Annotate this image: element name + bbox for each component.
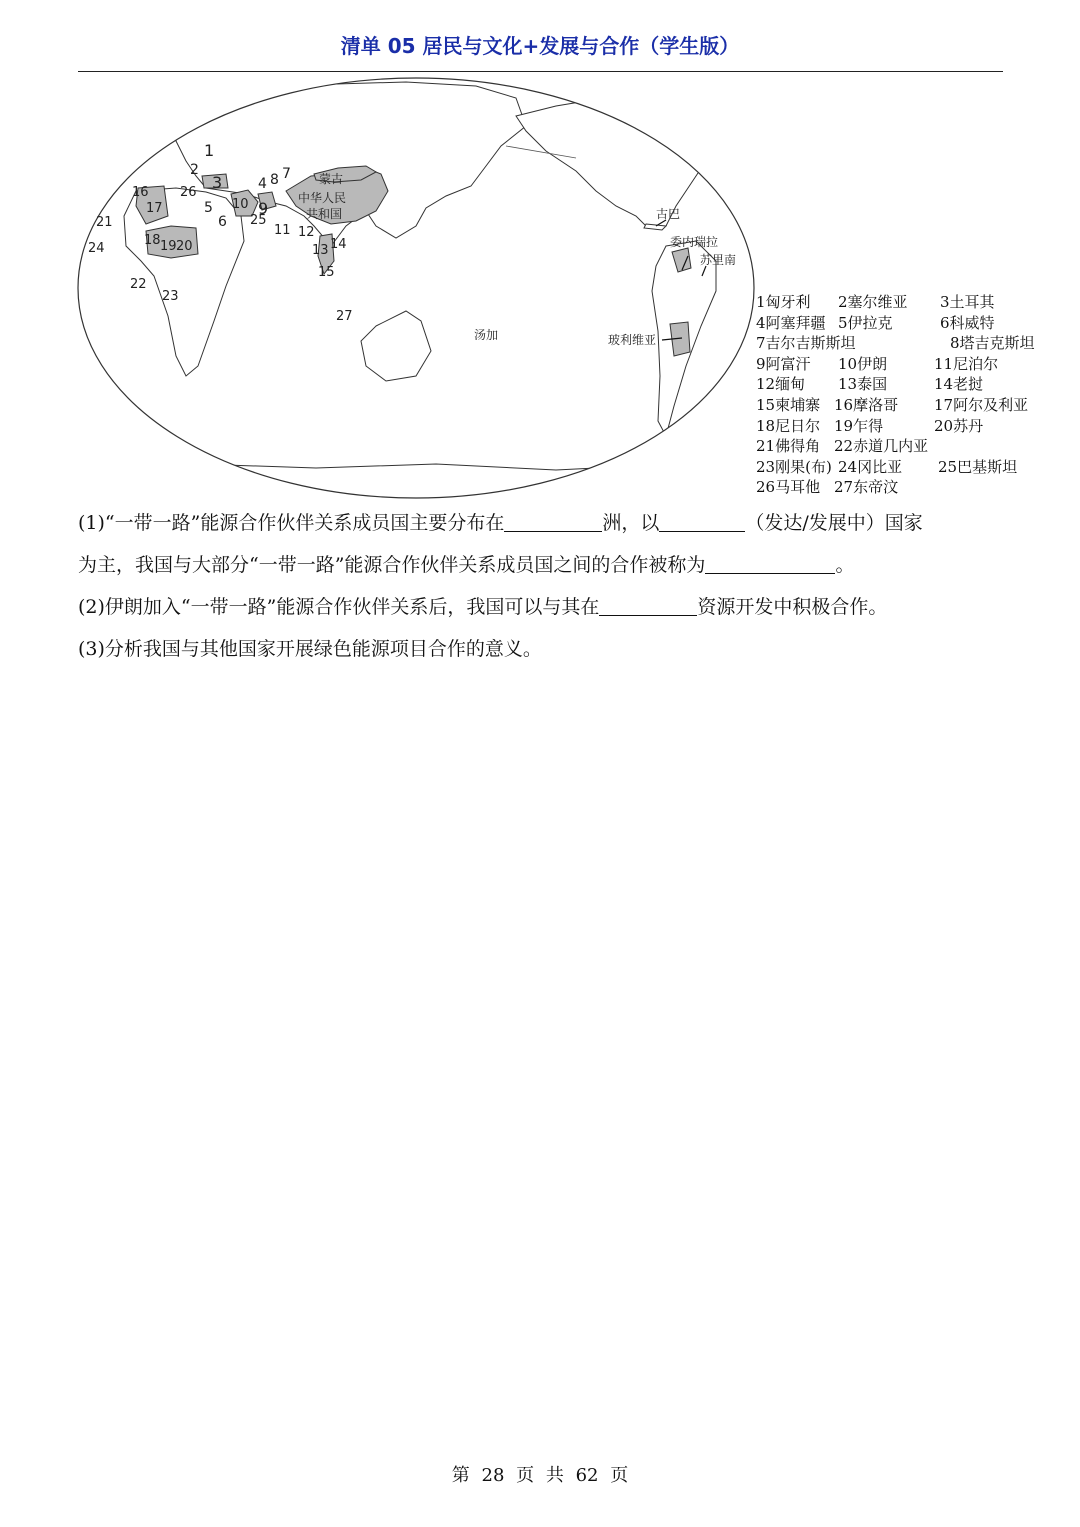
map-legend xyxy=(756,292,1056,498)
label-china-1: 中华人民 xyxy=(298,191,347,205)
q1-text-d: 为主，我国与大部分“一带一路”能源合作伙伴关系成员国之间的合作被称为 xyxy=(78,554,706,576)
num-label-6: 6 xyxy=(218,214,227,230)
world-map-svg xyxy=(76,76,756,500)
map-land-group xyxy=(76,76,756,500)
legend-entry: 16摩洛哥 xyxy=(834,395,899,414)
legend-entry: 18尼日尔 xyxy=(756,416,821,435)
q1-text-e: 。 xyxy=(835,554,855,576)
num-label-26: 26 xyxy=(180,185,197,200)
greenland-landmass xyxy=(631,80,706,116)
legend-row xyxy=(756,436,1056,457)
legend-entry: 25巴基斯坦 xyxy=(938,457,1018,476)
num-label-17: 17 xyxy=(146,201,163,216)
legend-row xyxy=(756,313,1056,334)
q2-blank-resource[interactable] xyxy=(599,595,697,616)
q3-text: (3)分析我国与其他国家开展绿色能源项目合作的意义。 xyxy=(78,638,542,660)
num-label-21: 21 xyxy=(96,215,113,230)
legend-row xyxy=(756,333,1056,354)
num-label-13: 13 xyxy=(312,243,329,258)
num-label-23: 23 xyxy=(162,289,179,304)
page-header-title: 清单 05 居民与文化+发展与合作（学生版） xyxy=(340,34,740,58)
num-label-2: 2 xyxy=(190,162,199,178)
num-label-5: 5 xyxy=(204,200,213,216)
legend-entry: 13泰国 xyxy=(838,375,888,394)
num-label-11: 11 xyxy=(274,223,291,238)
num-label-20: 20 xyxy=(176,239,193,254)
legend-entry: 6科威特 xyxy=(940,313,995,332)
label-suriname: 苏里南 xyxy=(700,253,737,267)
legend-row xyxy=(756,395,1056,416)
legend-entry: 26马耳他 xyxy=(756,478,821,497)
question-3 xyxy=(78,628,1008,670)
legend-entry: 24冈比亚 xyxy=(838,457,903,476)
legend-entry: 12缅甸 xyxy=(756,375,806,394)
legend-entry: 17阿尔及利亚 xyxy=(934,395,1029,414)
num-label-9: 9 xyxy=(258,199,269,218)
label-mongolia: 蒙古 xyxy=(319,172,344,186)
question-1-line-1 xyxy=(78,502,1008,544)
legend-entry: 2塞尔维亚 xyxy=(838,293,908,311)
num-label-12: 12 xyxy=(298,225,315,240)
label-tonga: 汤加 xyxy=(474,328,499,342)
legend-entry: 3土耳其 xyxy=(940,293,995,311)
num-label-4: 4 xyxy=(258,176,267,192)
q1-blank-cooperation-name[interactable] xyxy=(705,553,835,574)
num-label-22: 22 xyxy=(130,277,147,292)
legend-row xyxy=(756,416,1056,437)
question-2 xyxy=(78,586,1008,628)
legend-entry: 9阿富汗 xyxy=(756,354,811,373)
legend-entry: 11尼泊尔 xyxy=(934,354,999,373)
label-china-2: 共和国 xyxy=(306,207,343,221)
q1-blank-country-type[interactable] xyxy=(659,511,745,532)
num-label-24: 24 xyxy=(88,241,105,256)
num-label-19: 19 xyxy=(160,239,177,254)
num-label-25: 25 xyxy=(250,213,267,228)
legend-entry: 27东帝汶 xyxy=(834,478,899,497)
num-label-16: 16 xyxy=(132,185,149,200)
q2-text-a: (2)伊朗加入“一带一路”能源合作伙伴关系后，我国可以与其在 xyxy=(78,596,600,618)
legend-entry: 21佛得角 xyxy=(756,437,821,456)
legend-entry: 7吉尔吉斯斯坦 xyxy=(756,334,856,353)
num-label-1: 1 xyxy=(204,141,215,160)
num-label-7: 7 xyxy=(282,166,291,182)
q1-text-c: （发达/发展中）国家 xyxy=(745,512,923,534)
q1-text-b: 洲，以 xyxy=(602,512,660,534)
legend-entry: 14老挝 xyxy=(934,375,984,394)
legend-entry: 10伊朗 xyxy=(838,354,888,373)
legend-row xyxy=(756,292,1056,313)
legend-entry: 19乍得 xyxy=(834,416,884,435)
q2-text-b: 资源开发中积极合作。 xyxy=(697,596,888,618)
num-label-18: 18 xyxy=(144,233,161,248)
q1-blank-continent[interactable] xyxy=(504,511,602,532)
legend-row xyxy=(756,354,1056,375)
num-label-14: 14 xyxy=(330,237,347,252)
q1-text-a: (1)“一带一路”能源合作伙伴关系成员国主要分布在 xyxy=(78,512,505,534)
num-label-15: 15 xyxy=(318,265,335,280)
legend-entry: 15柬埔寨 xyxy=(756,395,821,414)
antarctica-landmass xyxy=(76,464,756,500)
legend-row xyxy=(756,457,1056,478)
question-1-line-2 xyxy=(78,544,1008,586)
world-map xyxy=(76,76,756,500)
label-cuba: 古巴 xyxy=(656,207,681,221)
num-label-10: 10 xyxy=(232,197,249,212)
num-label-8: 8 xyxy=(270,172,279,188)
legend-entry: 1匈牙利 xyxy=(756,293,811,311)
num-label-27: 27 xyxy=(336,309,353,324)
legend-entry: 20苏丹 xyxy=(934,416,984,435)
legend-entry: 4阿塞拜疆 xyxy=(756,313,826,332)
legend-entry: 5伊拉克 xyxy=(838,313,893,332)
header-rule xyxy=(78,71,1003,72)
legend-row xyxy=(756,374,1056,395)
legend-entry: 8塔吉克斯坦 xyxy=(950,334,1035,353)
legend-row xyxy=(756,477,1056,498)
label-venezuela: 委内瑞拉 xyxy=(670,235,719,249)
num-label-3: 3 xyxy=(212,173,223,192)
label-bolivia: 玻利维亚 xyxy=(608,333,657,347)
legend-entry: 22赤道几内亚 xyxy=(834,437,929,456)
page-number-footer: 第 28 页 共 62 页 xyxy=(451,1465,629,1486)
legend-entry: 23刚果(布) xyxy=(756,457,832,476)
